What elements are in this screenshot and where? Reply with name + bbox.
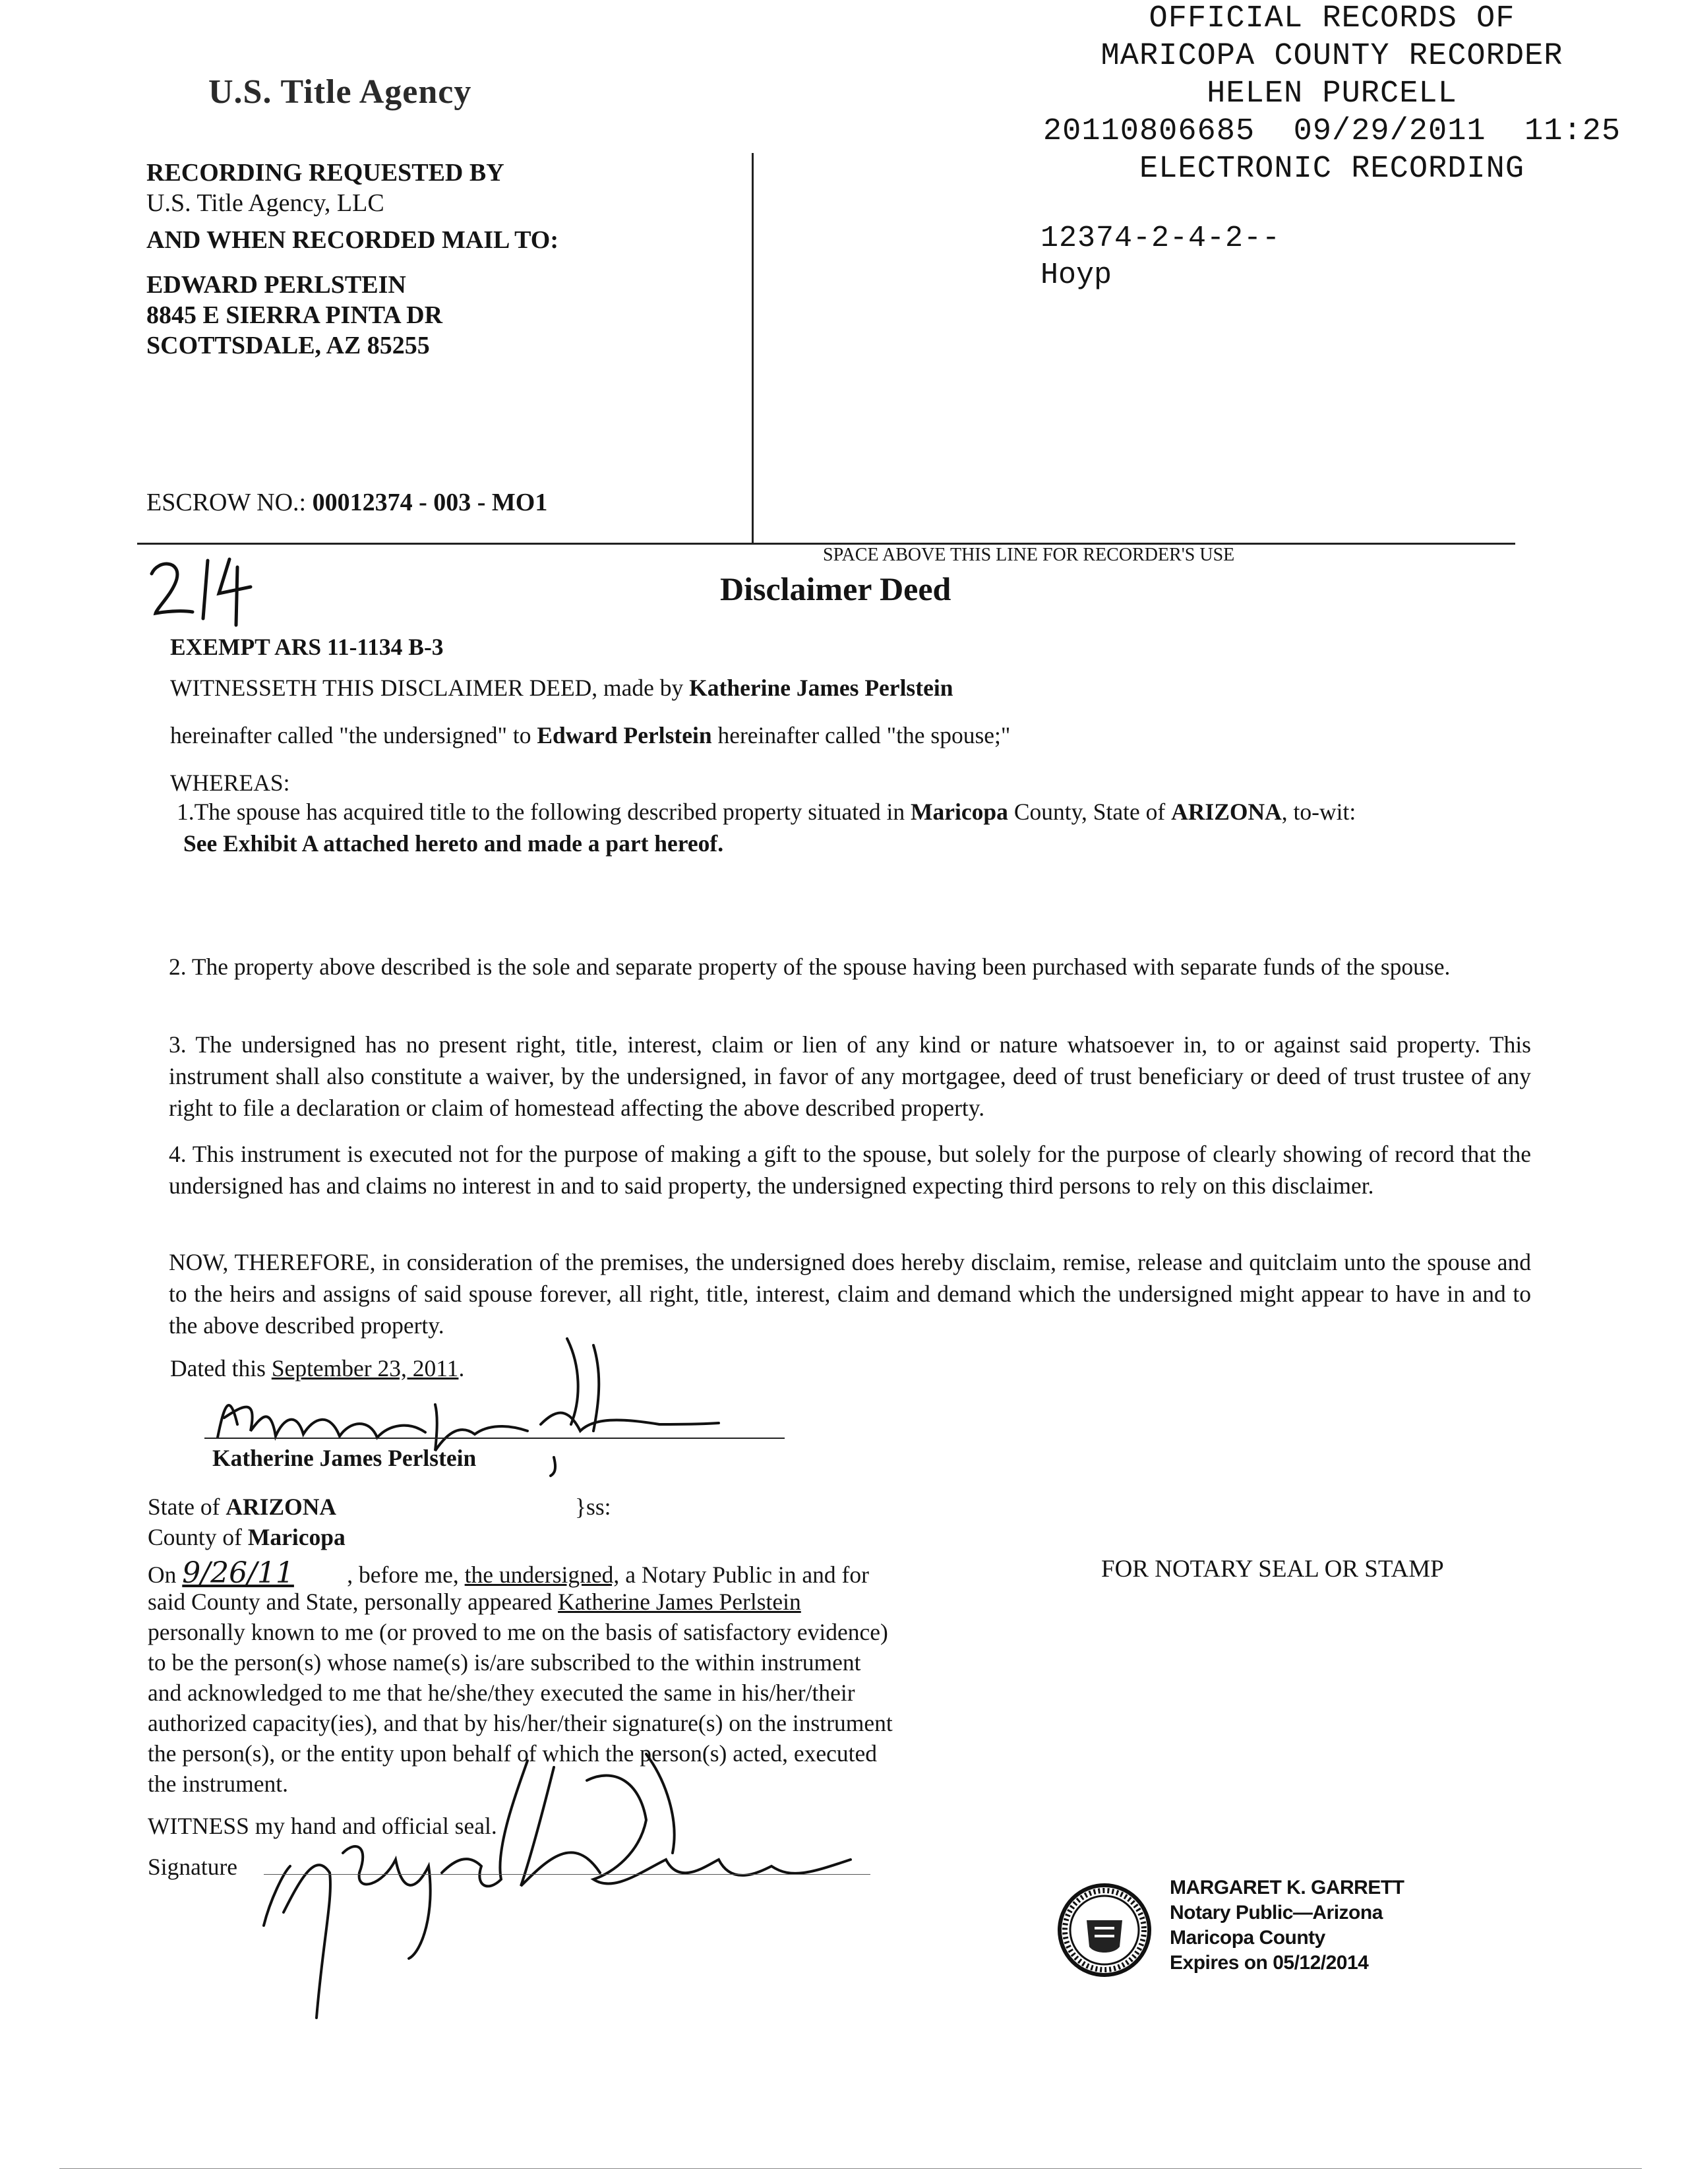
before-me-prefix: , before me, bbox=[347, 1562, 459, 1588]
signer-signature-line bbox=[204, 1438, 785, 1439]
dated-prefix: Dated this bbox=[170, 1355, 266, 1381]
whereas-label: WHEREAS: bbox=[170, 770, 290, 796]
recorder-clerk: Hoyp bbox=[1040, 258, 1112, 292]
ack-line-3: personally known to me (or proved to me on the basis of satisfactory evidence) bbox=[148, 1619, 888, 1645]
signer-name: Katherine James Perlstein bbox=[212, 1445, 477, 1471]
notary-ref: the undersigned, bbox=[464, 1562, 620, 1588]
recording-number-datetime: 20110806685 09/29/2011 11:25 bbox=[1042, 114, 1621, 149]
clause-4: 4. This instrument is executed not for the purpose of making a gift to the spouse, but solely for the purpose of clearly showing of record that the undersigned has and claims no interest in and to said property, the undersigned expecting third persons to rely on this disclaimer. bbox=[169, 1141, 1531, 1199]
notary-seal-label: FOR NOTARY SEAL OR STAMP bbox=[1101, 1556, 1444, 1583]
grantee-name: Edward Perlstein bbox=[537, 722, 712, 748]
witnesseth-prefix: WITNESSETH THIS DISCLAIMER DEED, made by bbox=[170, 675, 684, 701]
clause-1-state: ARIZONA bbox=[1171, 799, 1282, 825]
recorder-line-1: OFFICIAL RECORDS OF bbox=[1149, 1, 1515, 36]
ss-mark: }ss: bbox=[575, 1494, 611, 1520]
handwritten-page-number-text: 2/4 bbox=[145, 547, 146, 548]
on-label: On bbox=[148, 1562, 177, 1588]
recorder-line-5: ELECTRONIC RECORDING bbox=[1139, 152, 1525, 187]
hereinafter-line bbox=[170, 721, 1010, 749]
appeared-name: Katherine James Perlstein bbox=[558, 1589, 801, 1615]
county-label: County of bbox=[148, 1524, 242, 1550]
notary-county: Maricopa County bbox=[1170, 1927, 1325, 1949]
clause-2-text: 2. The property above described is the sole and separate property of the spouse having been purchased with separate funds of the spouse. bbox=[169, 954, 1451, 980]
notary-name: MARGARET K. GARRETT bbox=[1170, 1877, 1404, 1898]
ack-line-6: authorized capacity(ies), and that by his/her/their signature(s) on the instrument bbox=[148, 1710, 893, 1736]
grantor-name: Katherine James Perlstein bbox=[689, 675, 953, 701]
recorder-code: 12374-2-4-2-- bbox=[1040, 222, 1281, 255]
clause-1-middle: County, State of bbox=[1013, 799, 1166, 825]
notary-title: Notary Public—Arizona bbox=[1170, 1902, 1383, 1924]
mail-to-city: SCOTTSDALE, AZ 85255 bbox=[146, 332, 430, 359]
exempt-code: EXEMPT ARS 11-1134 B-3 bbox=[170, 634, 444, 660]
clause-1-suffix: , to-wit: bbox=[1281, 799, 1356, 825]
ack-line-8: the instrument. bbox=[148, 1771, 288, 1797]
before-me-suffix: a Notary Public in and for bbox=[625, 1562, 869, 1588]
notary-stamp bbox=[1170, 1875, 1404, 1976]
notary-expiration: Expires on 05/12/2014 bbox=[1170, 1952, 1369, 1974]
recording-requested-by: U.S. Title Agency, LLC bbox=[146, 189, 384, 217]
exhibit-reference: See Exhibit A attached hereto and made a part hereof. bbox=[183, 830, 724, 857]
clause-1-county: Maricopa bbox=[911, 799, 1008, 825]
recorder-line-2: MARICOPA COUNTY RECORDER bbox=[1100, 39, 1563, 74]
county-value: Maricopa bbox=[247, 1524, 346, 1550]
escrow-number: 00012374 - 003 - MO1 bbox=[312, 489, 548, 516]
recorder-line-3: HELEN PURCELL bbox=[1207, 76, 1457, 111]
space-above-label: SPACE ABOVE THIS LINE FOR RECORDER'S USE bbox=[823, 545, 1235, 565]
hereinafter-prefix: hereinafter called "the undersigned" to bbox=[170, 722, 531, 748]
recording-requested-label: RECORDING REQUESTED BY bbox=[146, 159, 504, 187]
said-county-line bbox=[148, 1588, 801, 1616]
clause-3: 3. The undersigned has no present right, title, interest, claim or lien of any kind or nature whatsoever in, to or against said property. This instrument shall also constitute a waiver, by the undersigned, in favor of any mortgagee, deed of trust beneficiary or deed of trust trustee of any right to file a declaration or claim of homestead affecting the above described property. bbox=[169, 1031, 1531, 1121]
on-date-line bbox=[148, 1556, 869, 1590]
mail-to-street: 8845 E SIERRA PINTA DR bbox=[146, 301, 443, 329]
clause-1-prefix: 1.The spouse has acquired title to the following described property situated in bbox=[177, 799, 905, 825]
escrow-label: ESCROW NO.: bbox=[146, 489, 307, 516]
mail-to-name: EDWARD PERLSTEIN bbox=[146, 271, 406, 299]
state-label: State of bbox=[148, 1494, 220, 1520]
header-divider-vertical bbox=[752, 153, 754, 545]
recorder-stamp bbox=[1015, 0, 1648, 188]
ack-line-5: and acknowledged to me that he/she/they executed the same in his/her/their bbox=[148, 1680, 855, 1706]
ack-line-4: to be the person(s) whose name(s) is/are subscribed to the within instrument bbox=[148, 1649, 861, 1676]
said-county: said County and State, personally appeared bbox=[148, 1589, 553, 1615]
on-date-handwritten: 9/26/11 bbox=[182, 1556, 294, 1590]
notary-signature-line bbox=[264, 1874, 870, 1875]
ack-line-7: the person(s), or the entity upon behalf of which the person(s) acted, executed bbox=[148, 1740, 878, 1767]
hereinafter-suffix: hereinafter called "the spouse;" bbox=[717, 722, 1011, 748]
notary-signature bbox=[244, 1741, 890, 2024]
clause-2 bbox=[169, 951, 1531, 983]
state-value: ARIZONA bbox=[226, 1494, 336, 1520]
handwritten-page-number bbox=[145, 547, 264, 633]
mail-to-label: AND WHEN RECORDED MAIL TO: bbox=[146, 226, 558, 254]
dated-date: September 23, 2011 bbox=[271, 1355, 459, 1381]
notary-seal bbox=[1055, 1881, 1154, 1980]
now-therefore: NOW, THEREFORE, in consideration of the premises, the undersigned does hereby disclaim, remise, release and quitclaim unto the spouse and to the heirs and assigns of said spouse forever, all right, title, interest, claim and demand which the undersigned might appear to have in and to the above described property. bbox=[169, 1249, 1531, 1339]
county-line bbox=[148, 1523, 346, 1551]
clause-1 bbox=[177, 798, 1356, 826]
signature-label: Signature bbox=[148, 1854, 238, 1880]
dated-suffix: . bbox=[458, 1355, 465, 1381]
state-line bbox=[148, 1493, 336, 1521]
witness-line: WITNESS my hand and official seal. bbox=[148, 1813, 497, 1839]
witnesseth-line bbox=[170, 674, 953, 702]
page-bottom-rule bbox=[59, 2168, 1642, 2169]
escrow-row bbox=[146, 488, 547, 517]
document-title: Disclaimer Deed bbox=[720, 570, 951, 607]
agency-logo: U.S. Title Agency bbox=[208, 73, 472, 111]
